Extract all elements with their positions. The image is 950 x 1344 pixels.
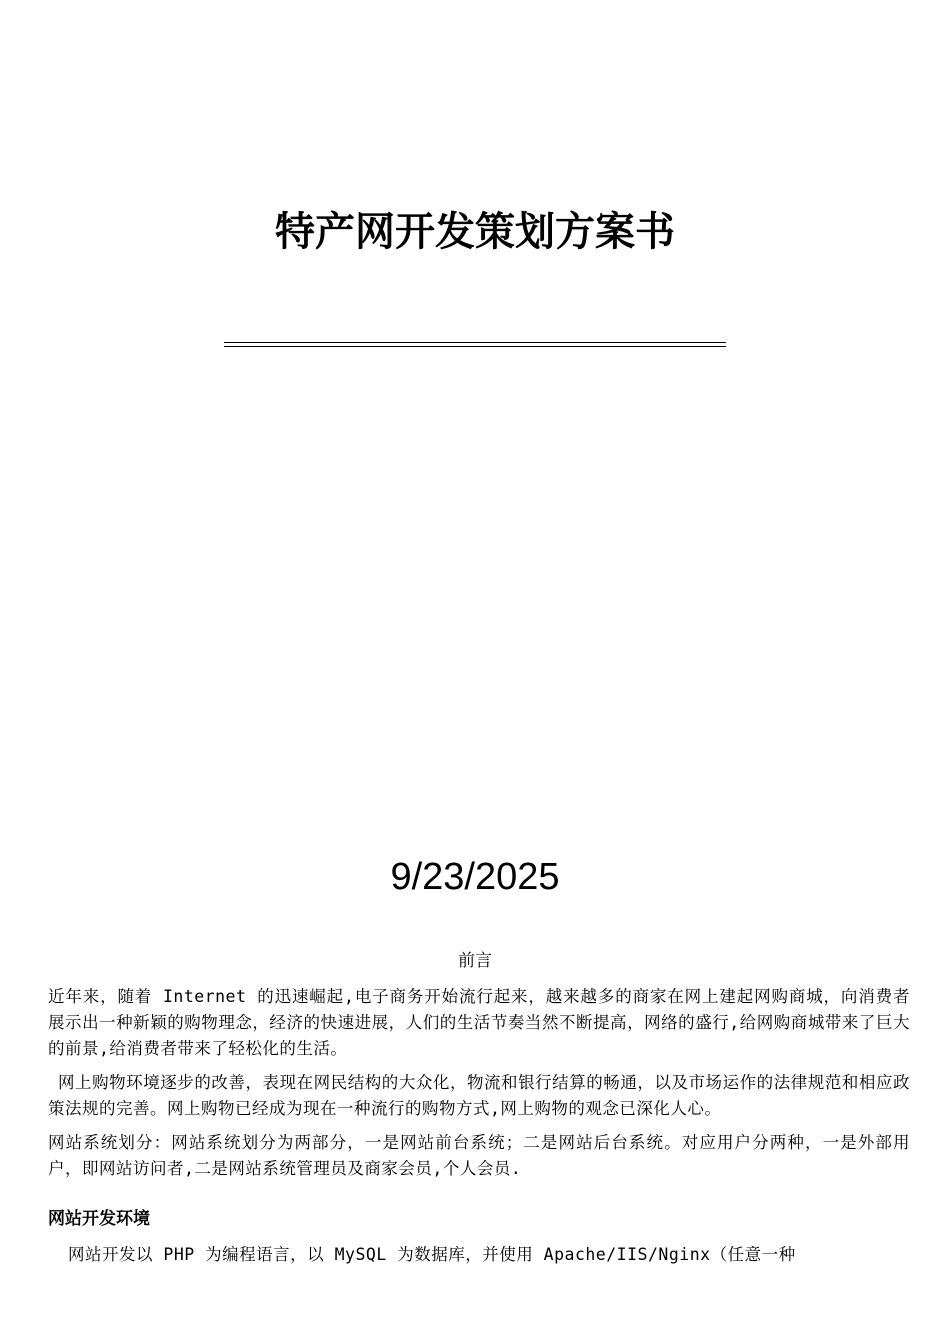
preface-paragraph-3: 网站系统划分：网站系统划分为两部分，一是网站前台系统；二是网站后台系统。对应用户分两种，一是外部用户，即网站访问者,二是网站系统管理员及商家会员,个人会员. bbox=[48, 1133, 910, 1178]
document-title: 特产网开发策划方案书 bbox=[275, 208, 675, 255]
section-heading-dev-env: 网站开发环境 bbox=[48, 1209, 150, 1229]
preface-heading: 前言 bbox=[458, 951, 492, 971]
title-double-rule bbox=[224, 342, 726, 347]
document-body bbox=[48, 984, 910, 1276]
preface-paragraph-1: 近年来，随着 Internet 的迅速崛起,电子商务开始流行起来，越来越多的商家在网上建起网购商城，向消费者展示出一种新颖的购物理念，经济的快速进展，人们的生活节奏当然不断提高，网络的盛行,给网购商城带来了巨大的前景,给消费者带来了轻松化的生活。 bbox=[48, 987, 910, 1058]
preface-paragraph-2: 网上购物环境逐步的改善，表现在网民结构的大众化，物流和银行结算的畅通，以及市场运作的法律规范和相应政策法规的完善。网上购物已经成为现在一种流行的购物方式,网上购物的观念已深化人心。 bbox=[48, 1073, 910, 1118]
dev-env-paragraph: 网站开发以 PHP 为编程语言，以 MySQL 为数据库，并使用 Apache/IIS/Nginx（任意一种 bbox=[68, 1245, 796, 1264]
cover-date: 9/23/2025 bbox=[390, 856, 560, 898]
